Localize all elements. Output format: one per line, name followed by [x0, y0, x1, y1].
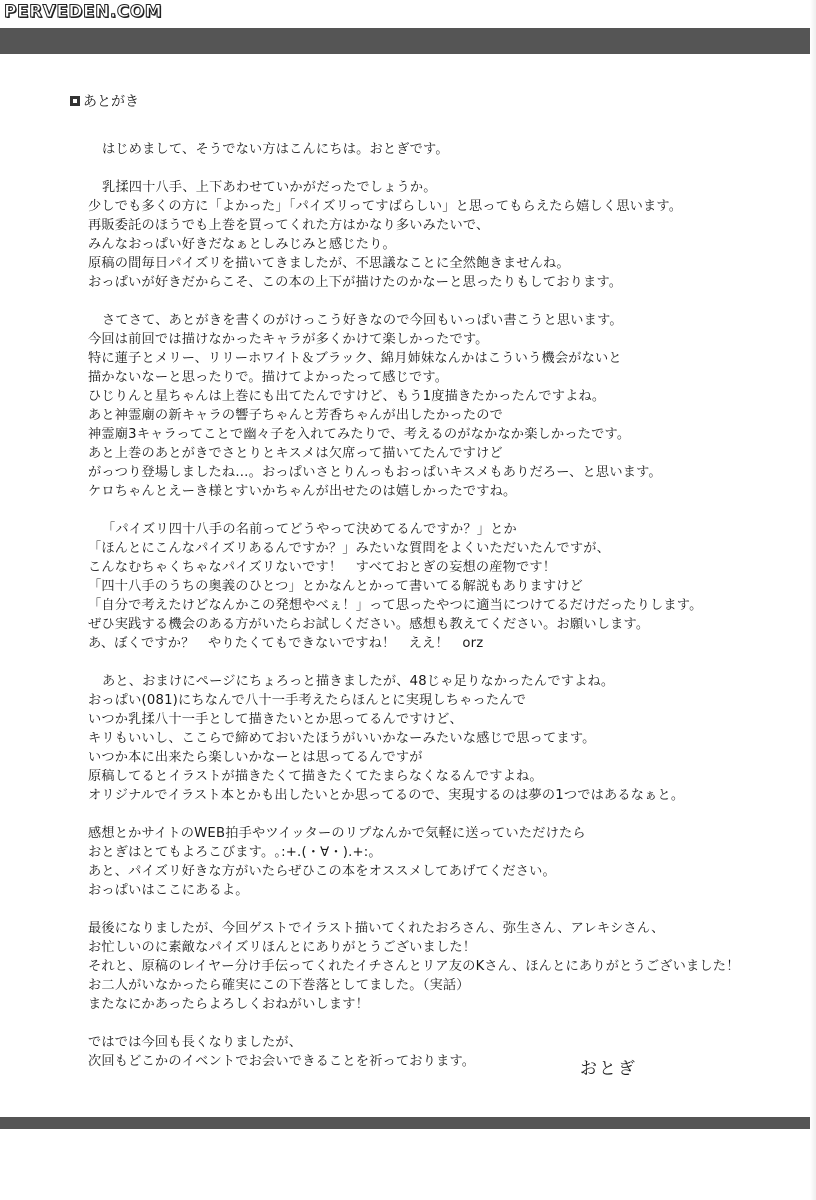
paragraph — [88, 178, 728, 292]
text-line: 「ほんとにこんなパイズリあるんですか？」みたいな質問をよくいただいたんですが、 — [88, 541, 610, 556]
text-line: おっぱいが好きだからこそ、この本の上下が描けたのかなーと思ったりもしております。 — [88, 275, 623, 290]
paragraph — [88, 824, 728, 900]
text-line: 特に蓮子とメリー、リリーホワイト＆ブラック、綿月姉妹なんかはこういう機会がないと — [88, 351, 622, 366]
text-line: あと、おまけにページにちょろっと描きましたが、48じゃ足りなかったんですよね。 — [102, 674, 615, 689]
text-line: 最後になりましたが、今回ゲストでイラスト描いてくれたおろさん、弥生さん、アレキシさん、 — [88, 921, 665, 936]
text-line: あと神霊廟の新キャラの響子ちゃんと芳香ちゃんが出したかったので — [88, 408, 504, 423]
text-line: おっぱいはここにあるよ。 — [88, 883, 249, 898]
text-line: 「パイズリ四十八手の名前ってどうやって決めてるんですか？」とか — [102, 522, 517, 537]
text-line: またなにかあったらよろしくおねがいします！ — [88, 997, 370, 1012]
text-line: いつか乳揉八十一手として描きたいとか思ってるんですけど、 — [88, 712, 463, 727]
text-line: キリもいいし、ここらで締めておいたほうがいいかなーみたいな感じで思ってます。 — [88, 731, 596, 746]
text-line: お二人がいなかったら確実にこの下巻落としてました。（実話） — [88, 978, 470, 993]
text-line: こんなむちゃくちゃなパイズリないです！ すべておとぎの妄想の産物です！ — [88, 560, 557, 575]
heading-text: あとがき — [83, 94, 139, 110]
paragraph — [88, 520, 728, 653]
text-line: 神霊廟3キャラってことで幽々子を入れてみたりで、考えるのがなかなか楽しかったです。 — [88, 427, 631, 442]
page-edge-shadow — [810, 0, 816, 1200]
paragraph — [88, 311, 728, 501]
text-line: 感想とかサイトのWEB拍手やツイッターのリプなんかで気軽に送っていただけたら — [88, 826, 586, 841]
text-line: それと、原稿のレイヤー分け手伝ってくれたイチさんとリア友のKさん、ほんとにありがとうございました！ — [88, 959, 740, 974]
text-line: オリジナルでイラスト本とかも出したいとか思ってるので、実現するのは夢の1つではあるなぁと。 — [88, 788, 685, 803]
text-line: 少しでも多くの方に「よかった」「パイズリってすばらしい」と思ってもらえたら嬉しく思います。 — [88, 199, 683, 214]
text-line: いつか本に出来たら楽しいかなーとは思ってるんですが — [88, 750, 423, 765]
text-line: 乳揉四十八手、上下あわせていかがだったでしょうか。 — [102, 180, 437, 195]
square-bullet-icon — [70, 96, 80, 106]
text-line: ではでは今回も長くなりましたが、 — [88, 1035, 303, 1050]
text-line: ひじりんと星ちゃんは上巻にも出てたんですけど、もう1度描きたかったんですよね。 — [88, 389, 606, 404]
text-line: あと、パイズリ好きな方がいたらぜひこの本をオススメしてあげてください。 — [88, 864, 556, 879]
afterword-body — [88, 140, 740, 1090]
text-line: ぜひ実践する機会のある方がいたらお試しください。感想も教えてください。お願いします。 — [88, 617, 650, 632]
text-line: 今回は前回では描けなかったキャラが多くかけて楽しかったです。 — [88, 332, 489, 347]
paragraph — [88, 140, 728, 159]
text-line: はじめまして、そうでない方はこんにちは。おとぎです。 — [102, 142, 449, 157]
bottom-border-bar — [0, 1117, 816, 1129]
text-line: おとぎはとてもよろこびます。｡:+.(・∀・).+:｡ — [88, 845, 376, 860]
afterword-heading — [70, 91, 139, 111]
paragraph — [88, 672, 728, 805]
text-line: 原稿の間毎日パイズリを描いてきましたが、不思議なことに全然飽きませんね。 — [88, 256, 570, 271]
top-border-bar — [0, 28, 816, 54]
author-signature: おとぎ — [580, 1059, 637, 1079]
text-line: ケロちゃんとえーき様とすいかちゃんが出せたのは嬉しかったですね。 — [88, 484, 517, 499]
text-line: あ、ぼくですか？ やりたくてもできないですね！ ええ！ orz — [88, 636, 484, 651]
text-line: 「四十八手のうちの奥義のひとつ」とかなんとかって書いてる解説もありますけど — [88, 579, 584, 594]
paragraph — [88, 919, 740, 1014]
text-line: 描かないなーと思ったりで。描けてよかったって感じです。 — [88, 370, 449, 385]
text-line: がっつり登場しましたね…。おっぱいさとりんっもおっぱいキスメもありだろー、と思います。 — [88, 465, 662, 480]
text-line: みんなおっぱい好きだなぁとしみじみと感じたり。 — [88, 237, 396, 252]
text-line: 原稿してるとイラストが描きたくて描きたくてたまらなくなるんですよね。 — [88, 769, 543, 784]
text-line: おっぱい(081)にちなんで八十一手考えたらほんとに実現しちゃったんで — [88, 693, 527, 708]
text-line: お忙しいのに素敵なパイズリほんとにありがとうございました！ — [88, 940, 477, 955]
text-line: 「自分で考えたけどなんかこの発想やべぇ！」って思ったやつに適当につけてるだけだったりします。 — [88, 598, 703, 613]
text-line: 再販委託のほうでも上巻を買ってくれた方はかなり多いみたいで、 — [88, 218, 490, 233]
text-line: さてさて、あとがきを書くのがけっこう好きなので今回もいっぱい書こうと思います。 — [102, 313, 623, 328]
text-line: あと上巻のあとがきでさとりとキスメは欠席って描いてたんですけど — [88, 446, 503, 461]
text-line: 次回もどこかのイベントでお会いできることを祈っております。 — [88, 1054, 476, 1069]
site-watermark: PERVEDEN.COM — [4, 2, 163, 22]
